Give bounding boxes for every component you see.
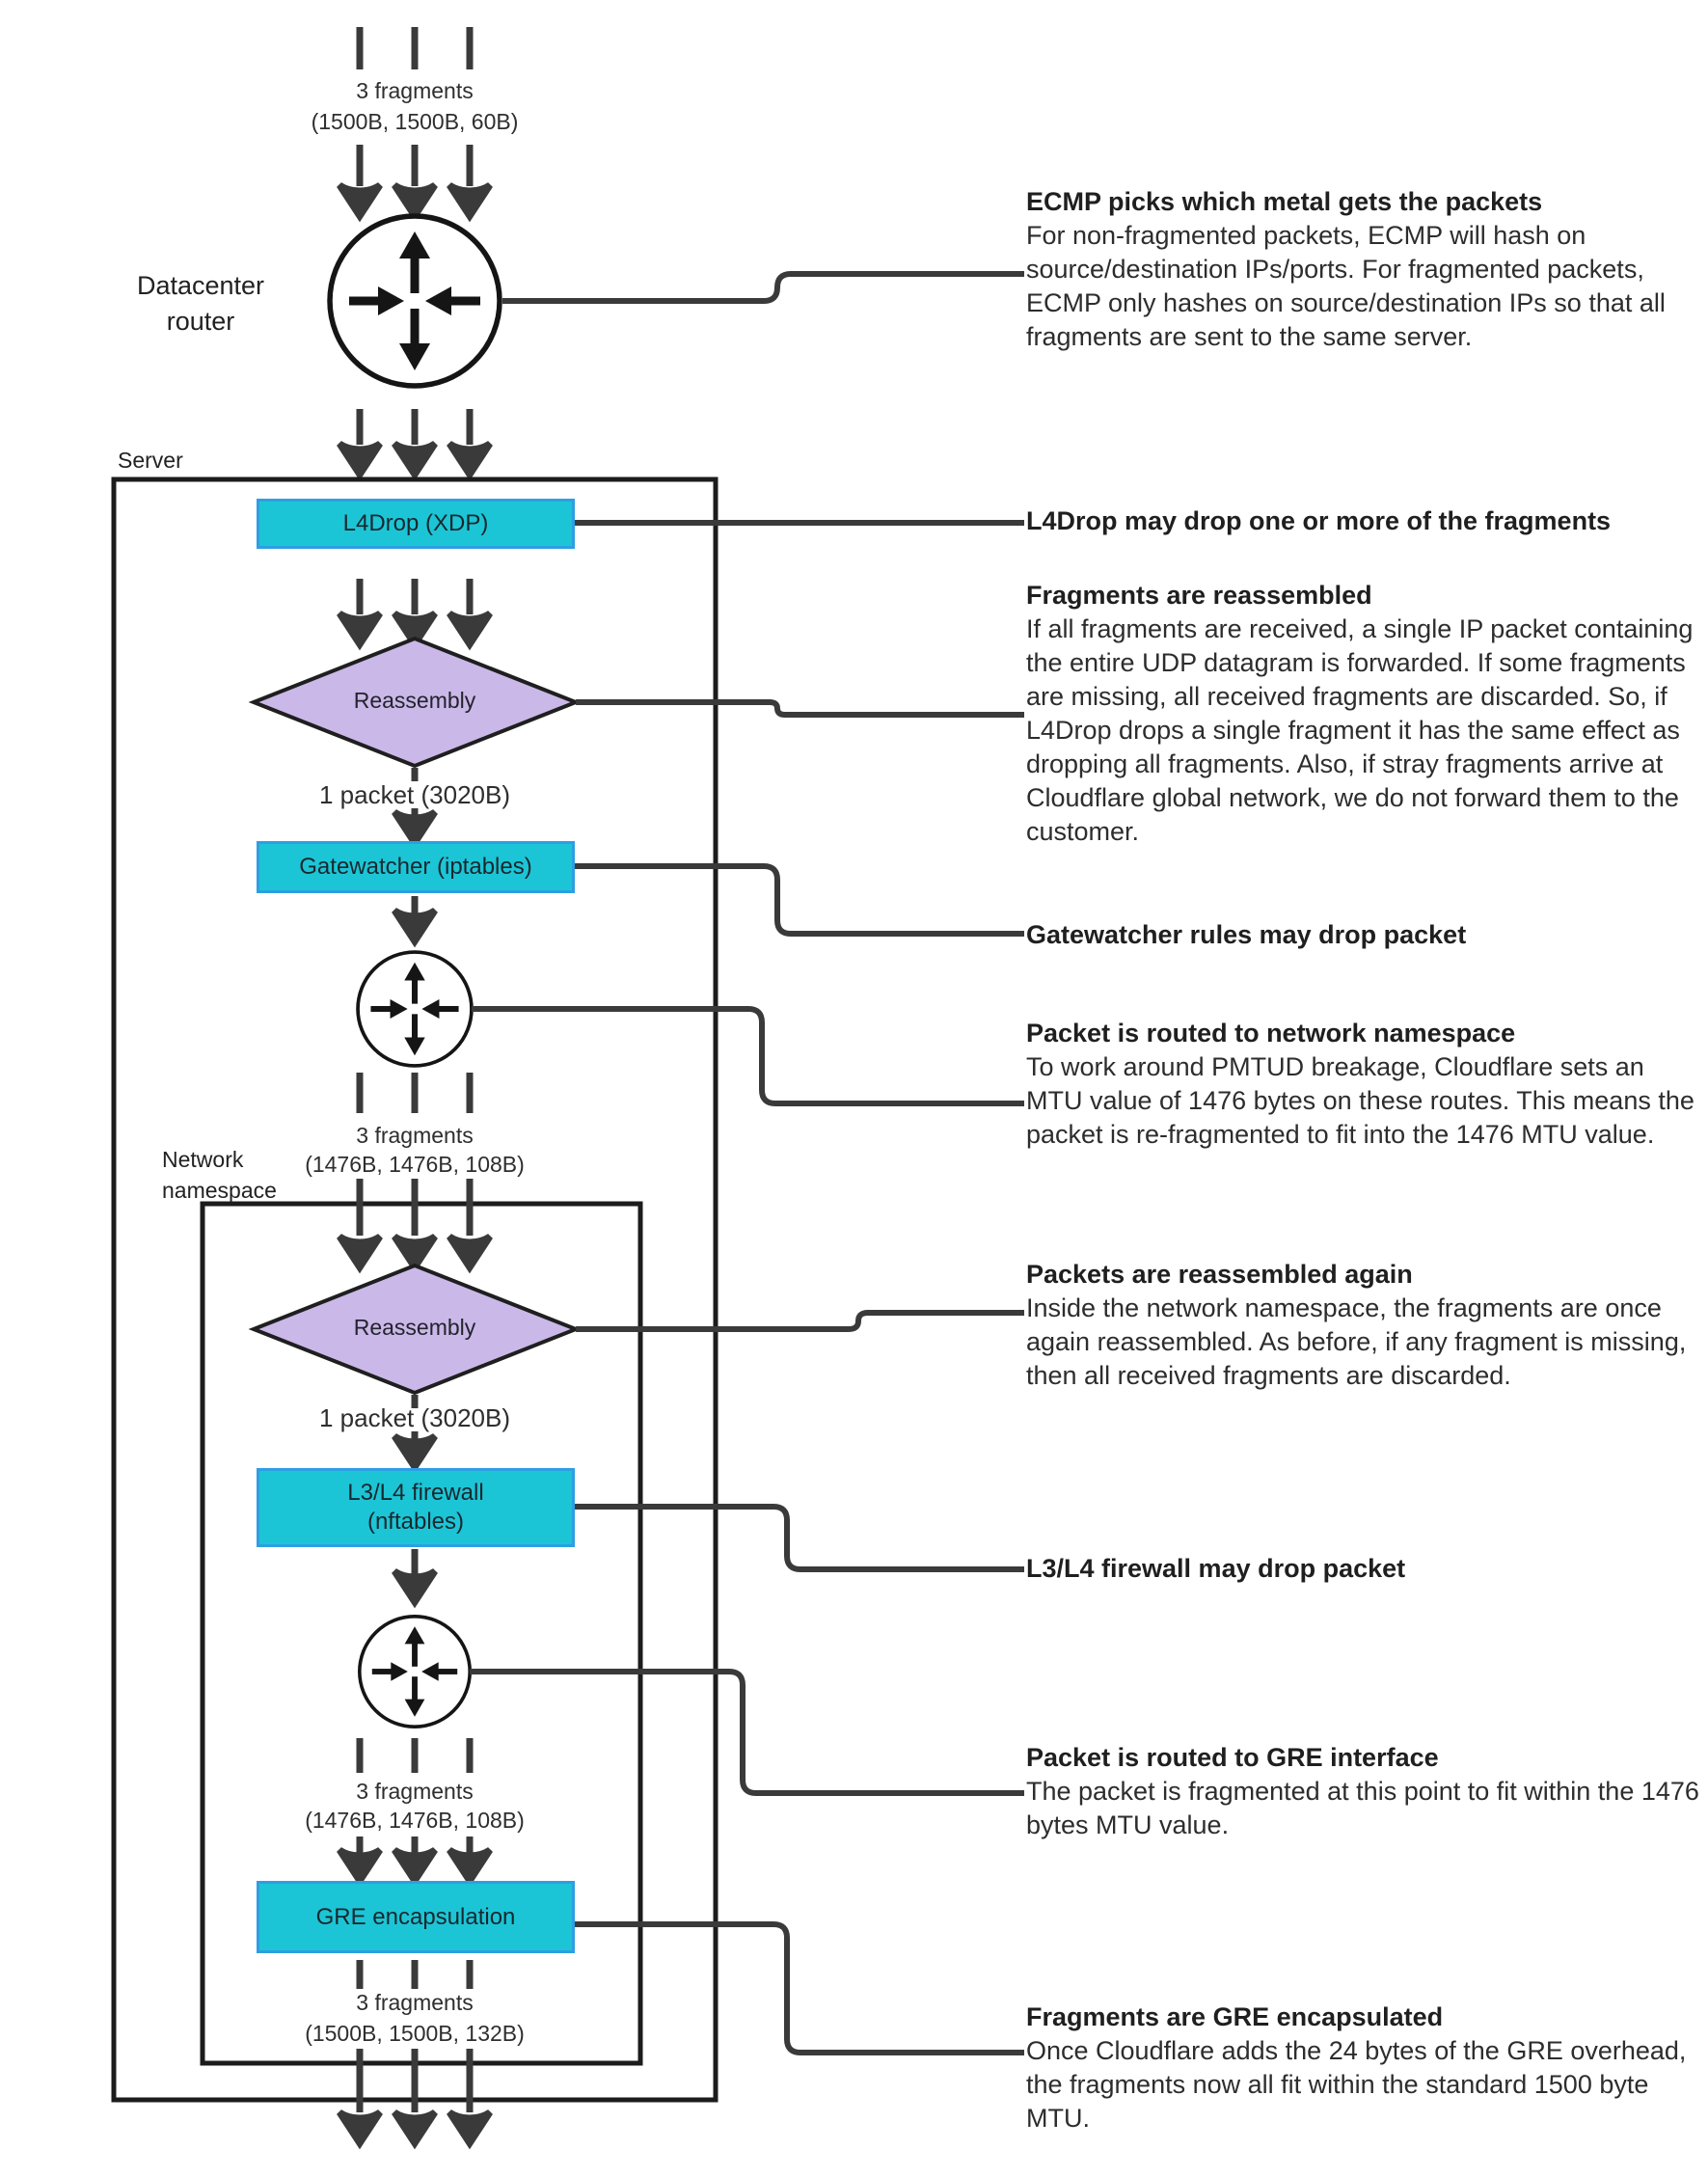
packet-namespace-label: 1 packet (3020B) — [318, 1403, 510, 1432]
fragment-dashes-namespace-icon — [357, 1738, 474, 1773]
annotation-body: Once Cloudflare adds the 24 bytes of the GRE overhead, the fragments now all fit within the standard 1500 byte MTU. — [1026, 2036, 1687, 2133]
fragments-server-sizes: (1476B, 1476B, 108B) — [305, 1152, 525, 1177]
connector-gatewatcher — [575, 866, 1024, 934]
annotation-gatewatcher — [1026, 918, 1705, 952]
namespace-route-router-icon — [360, 1617, 470, 1727]
firewall-node-label-line1: L3/L4 firewall — [347, 1480, 484, 1506]
fragment-dashes-out-icon — [357, 1960, 474, 1989]
annotation-body: Inside the network namespace, the fragments are once again reassembled. As before, if any fragment is missing, then all received fragments are discarded. — [1026, 1293, 1687, 1390]
annotation-title: Fragments are reassembled — [1026, 581, 1372, 610]
annotation-body: To work around PMTUD breakage, Cloudflare sets an MTU value of 1476 bytes on these routes. This means the packet is re-fragmented to fit into the 1476 MTU value. — [1026, 1052, 1694, 1149]
server-route-router-icon — [358, 952, 472, 1066]
down-arrows-into-namespace-icon — [339, 1179, 490, 1267]
annotation-title: Fragments are GRE encapsulated — [1026, 2002, 1444, 2031]
down-arrow-to-gatewatcher-icon — [394, 808, 435, 843]
fragments-server-count: 3 fragments — [356, 1123, 474, 1148]
annotation-routed-gre — [1026, 1741, 1705, 1842]
connector-reassembly-server — [576, 702, 1024, 715]
connector-ecmp — [502, 274, 1024, 301]
gre-node — [257, 1881, 575, 1953]
fragments-namespace-count: 3 fragments — [356, 1779, 474, 1804]
l4drop-node — [257, 499, 575, 549]
down-arrows-to-reassembly-icon — [339, 579, 490, 644]
gre-node-label: GRE encapsulation — [315, 1903, 516, 1930]
annotation-body: For non-fragmented packets, ECMP will hash on source/destination IPs/ports. For fragmented packets, ECMP only hashes on source/destination IPs so that all fragments are sent to the same server. — [1026, 221, 1666, 351]
connector-route-namespace — [472, 1009, 1024, 1103]
firewall-node-label-line2: (nftables) — [366, 1509, 465, 1535]
annotation-reassembled — [1026, 579, 1705, 849]
annotation-title: Packets are reassembled again — [1026, 1260, 1413, 1289]
annotation-title: L3/L4 firewall may drop packet — [1026, 1554, 1406, 1583]
annotation-l4drop — [1026, 504, 1705, 538]
down-arrows-exit-icon — [339, 2049, 490, 2143]
fragments-namespace-sizes: (1476B, 1476B, 108B) — [305, 1808, 525, 1833]
down-arrows-into-gre-icon — [339, 1837, 490, 1881]
fragments-top-sizes: (1500B, 1500B, 60B) — [311, 109, 519, 134]
server-label: Server — [118, 448, 183, 473]
l4drop-node-label: L4Drop (XDP) — [342, 510, 489, 536]
gatewatcher-node — [257, 841, 575, 893]
down-arrow-to-firewall-icon — [394, 1431, 435, 1467]
annotation-title: Packet is routed to network namespace — [1026, 1019, 1516, 1048]
annotation-title: ECMP picks which metal gets the packets — [1026, 187, 1543, 216]
annotation-body: If all fragments are received, a single IP packet containing the entire UDP datagram is forwarded. If some fragments are missing, all received fragments are discarded. So, if L4Drop drops a single fragment it has the same effect as dropping all fragments. Also, if stray fragments arrive at Cloudflare global network, we do not forward them to the customer. — [1026, 614, 1694, 846]
down-arrows-into-server-icon — [339, 409, 490, 475]
datacenter-router-icon — [330, 216, 500, 386]
annotation-title: L4Drop may drop one or more of the fragments — [1026, 506, 1612, 535]
fragments-out-sizes: (1500B, 1500B, 132B) — [305, 2021, 525, 2046]
connector-route-gre — [470, 1672, 1024, 1793]
down-arrows-into-router-icon — [339, 145, 490, 216]
firewall-node — [257, 1468, 575, 1547]
connector-reassembly-namespace — [576, 1313, 1024, 1329]
down-arrow-to-router2-icon — [394, 896, 435, 941]
reassembly-server-label: Reassembly — [353, 688, 476, 713]
fragment-dashes-server-icon — [357, 1073, 474, 1113]
fragments-top-count: 3 fragments — [356, 78, 474, 103]
packet-server-label: 1 packet (3020B) — [318, 780, 510, 809]
annotation-title: Packet is routed to GRE interface — [1026, 1743, 1439, 1772]
fragments-out-count: 3 fragments — [356, 1990, 474, 2015]
fragment-dashes-top-icon — [357, 27, 474, 69]
annotation-ecmp — [1026, 185, 1705, 354]
annotation-body: The packet is fragmented at this point to fit within the 1476 bytes MTU value. — [1026, 1777, 1699, 1839]
down-arrow-to-router3-icon — [394, 1549, 435, 1602]
annotation-gre-encapsulated — [1026, 2000, 1705, 2136]
annotation-reassembled-again — [1026, 1258, 1705, 1393]
reassembly-namespace-label: Reassembly — [353, 1315, 476, 1340]
annotation-routed-namespace — [1026, 1017, 1705, 1152]
annotation-title: Gatewatcher rules may drop packet — [1026, 920, 1467, 949]
datacenter-router-label: Datacenter router — [136, 271, 265, 336]
annotation-firewall — [1026, 1552, 1705, 1586]
network-namespace-label: Network namespace — [162, 1147, 277, 1203]
gatewatcher-node-label: Gatewatcher (iptables) — [299, 854, 532, 880]
